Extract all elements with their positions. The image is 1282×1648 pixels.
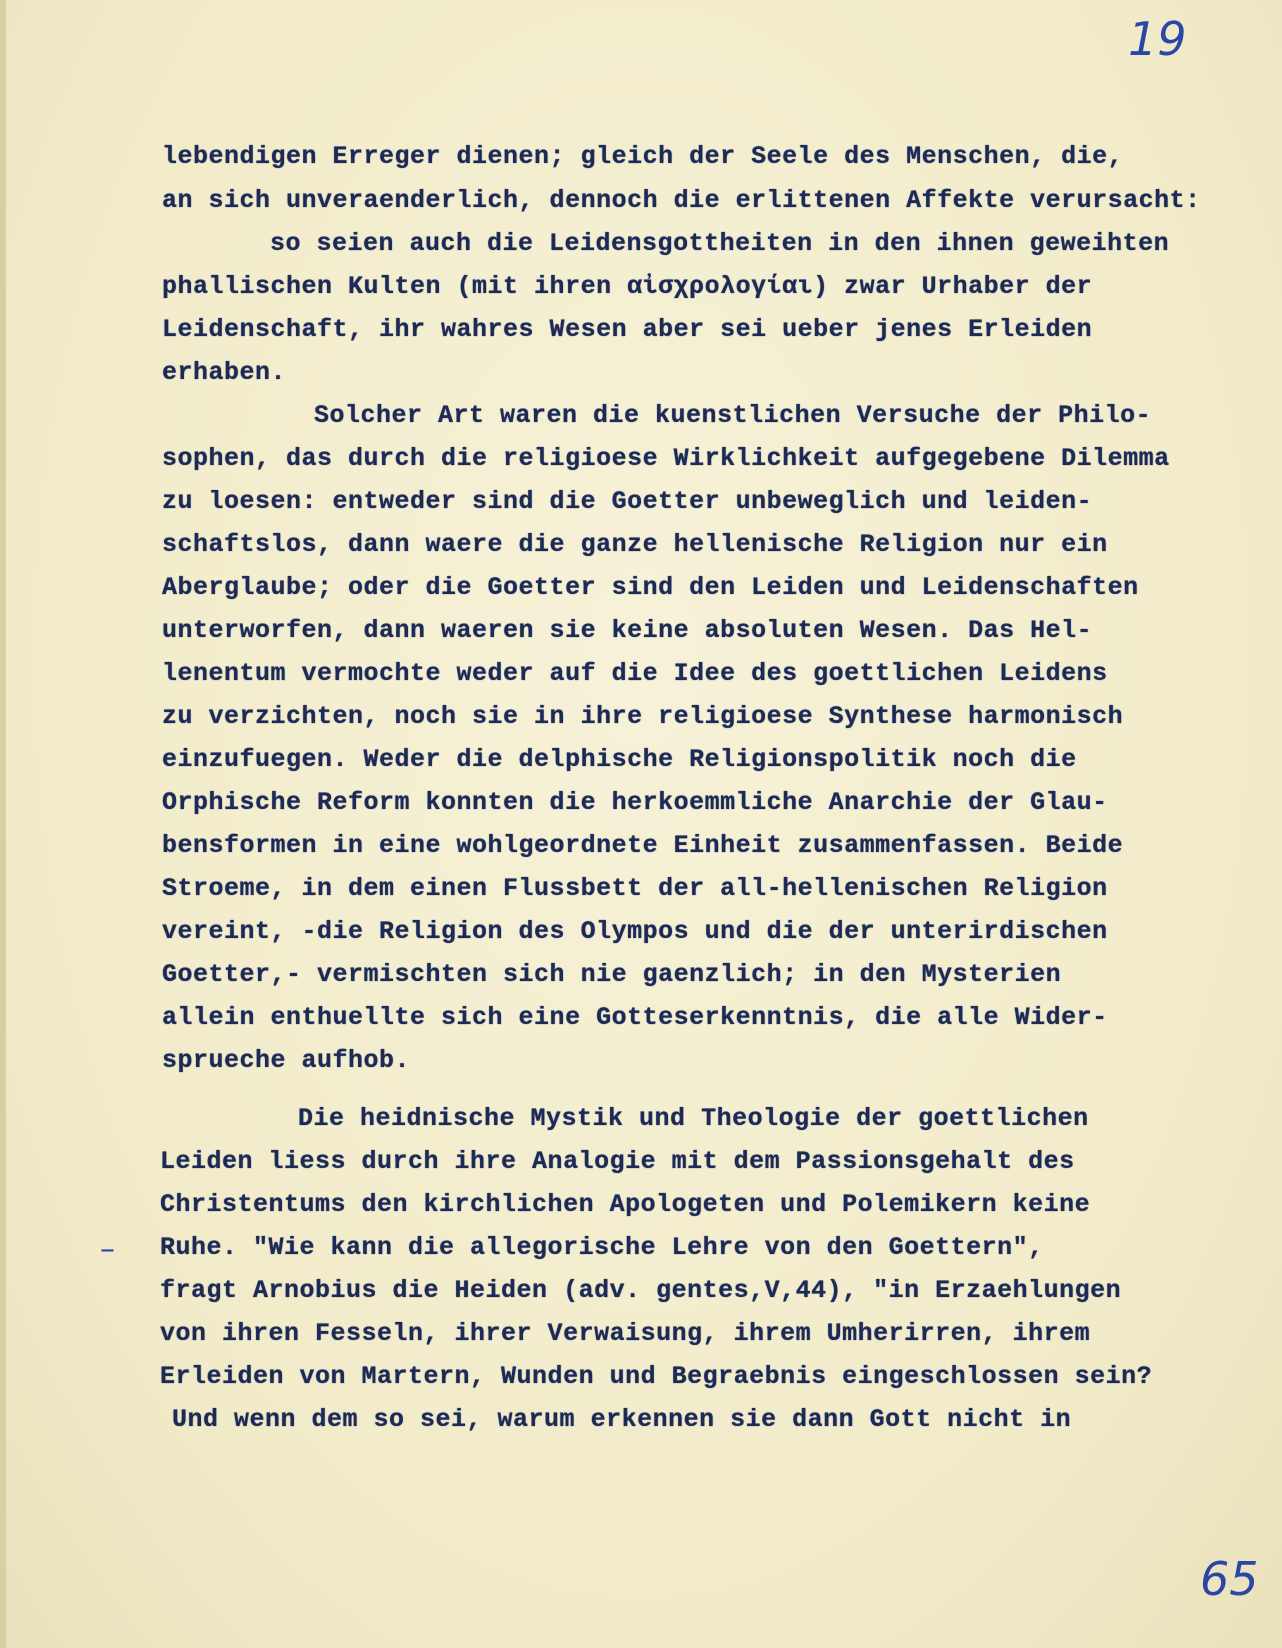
text-line: zu loesen: entweder sind die Goetter unbeweglich und leiden- <box>162 487 1093 516</box>
text-line: lebendigen Erreger dienen; gleich der Seele des Menschen, die, <box>162 142 1124 171</box>
text-line: Ruhe. "Wie kann die allegorische Lehre von den Goettern", <box>160 1233 1044 1262</box>
text-line: phallischen Kulten (mit ihren αἰσχρολογίαι) zwar Urhaber der <box>162 272 1093 301</box>
page-number-bottom: 65 <box>1200 1552 1259 1606</box>
text-line: so seien auch die Leidensgottheiten in den ihnen geweihten <box>270 229 1170 258</box>
text-line: Und wenn dem so sei, warum erkennen sie dann Gott nicht in <box>172 1405 1072 1434</box>
text-line: Christentums den kirchlichen Apologeten und Polemikern keine <box>160 1190 1091 1219</box>
text-line: allein enthuellte sich eine Gotteserkenntnis, die alle Wider- <box>162 1003 1108 1032</box>
text-line: sophen, das durch die religioese Wirklichkeit aufgegebene Dilemma <box>162 444 1170 473</box>
text-line: Erleiden von Martern, Wunden und Begraebnis eingeschlossen sein? <box>160 1362 1153 1391</box>
text-line: schaftslos, dann waere die ganze hellenische Religion nur ein <box>162 530 1108 559</box>
text-line: Goetter,- vermischten sich nie gaenzlich; in den Mysterien <box>162 960 1062 989</box>
text-line: bensformen in eine wohlgeordnete Einheit zusammenfassen. Beide <box>162 831 1124 860</box>
text-line: fragt Arnobius die Heiden (adv. gentes,V,44), "in Erzaehlungen <box>160 1276 1122 1305</box>
text-line: lenentum vermochte weder auf die Idee des goettlichen Leidens <box>162 659 1108 688</box>
text-line: Die heidnische Mystik und Theologie der goettlichen <box>298 1104 1089 1133</box>
text-line: einzufuegen. Weder die delphische Religionspolitik noch die <box>162 745 1077 774</box>
page-number-top: 19 <box>1128 12 1187 66</box>
text-line: sprueche aufhob. <box>162 1046 411 1075</box>
text-line: erhaben. <box>162 358 287 387</box>
text-line: Orphische Reform konnten die herkoemmliche Anarchie der Glau- <box>162 788 1108 817</box>
text-line: Aberglaube; oder die Goetter sind den Leiden und Leidenschaften <box>162 573 1139 602</box>
text-line: Solcher Art waren die kuenstlichen Versuche der Philo- <box>314 401 1152 430</box>
text-line: Stroeme, in dem einen Flussbett der all-hellenischen Religion <box>162 874 1108 903</box>
text-line: zu verzichten, noch sie in ihre religioese Synthese harmonisch <box>162 702 1124 731</box>
margin-mark: – <box>100 1232 115 1267</box>
text-line: Leidenschaft, ihr wahres Wesen aber sei ueber jenes Erleiden <box>162 315 1093 344</box>
text-line: an sich unveraenderlich, dennoch die erlittenen Affekte verursacht: <box>162 186 1201 215</box>
text-line: von ihren Fesseln, ihrer Verwaisung, ihrem Umherirren, ihrem <box>160 1319 1091 1348</box>
text-line: vereint, -die Religion des Olympos und die der unterirdischen <box>162 917 1108 946</box>
text-line: unterworfen, dann waeren sie keine absoluten Wesen. Das Hel- <box>162 616 1093 645</box>
text-line: Leiden liess durch ihre Analogie mit dem Passionsgehalt des <box>160 1147 1075 1176</box>
paper-edge <box>0 0 6 1648</box>
